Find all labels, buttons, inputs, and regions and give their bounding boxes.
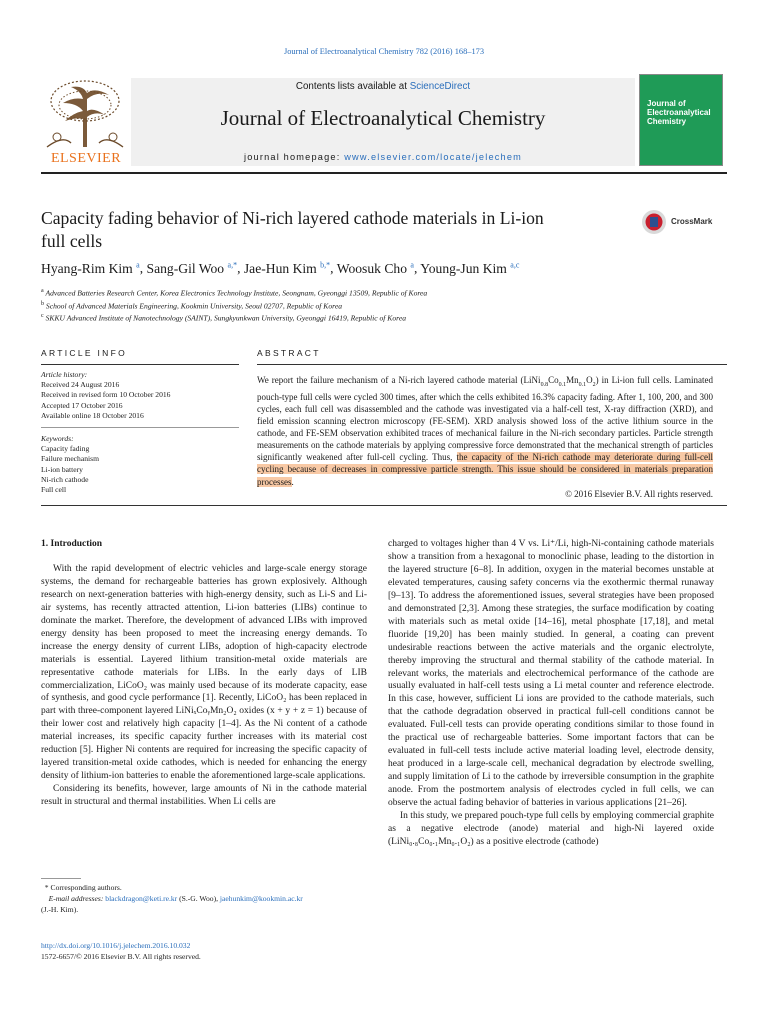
author-list: Hyang-Rim Kim $^a$, Sang-Gil Woo $^{a,*}$, Jae-Hun Kim $^{b,*}$, Woosuk Cho $^a$, Young-Jun Kim $^{a,c}$ xyxy=(41,260,520,276)
author[interactable]: Hyang-Rim Kim $^a$ xyxy=(41,260,140,276)
journal-cover[interactable] xyxy=(639,74,723,166)
crossmark-badge[interactable] xyxy=(641,209,731,235)
paragraph: With the rapid development of electric vehicles and large-scale energy storage systems, the demand for rechargeable batteries has grown explosively. Although research on next-generation batteries with high-energy density, such as Li-S and Li-air systems, has recently attracted attention, Li-ion batteries (LIBs) continue to dominate the market. Therefore, the development of advanced LIBs with improved energy density has been proposed to meet the increasing energy demands. To increase the energy density of current LIBs, adoption of high-capacity electrode materials is essential. Layered lithium transition-metal oxide materials are representative cathode materials for LIBs. In the early days of LIB commercialization, LiCoO₂ was mainly used because of its moderate capacity, ease of synthesis, and good cycle performance [1]. Recently, LiCoO₂ has been replaced in part with three-component layered LiNiₓCoᵧMn₂O₂ oxides (x + y + z = 1) because of their lower cost and relatively high capacity [1–4]. As the Ni content of a cathode material increases, its specific capacity further increases with its material cost reduction [5]. Higher Ni contents are required for increasing the specific capacity of layered transition-metal oxide cathodes, which is needed for enhancing the energy density of lithium-ion batteries to enable the aforementioned large-scale applications. xyxy=(41,563,367,782)
intro-heading: 1. Introduction xyxy=(41,539,103,549)
journal-homepage: journal homepage: www.elsevier.com/locate/jelechem xyxy=(243,152,523,162)
keyword: Failure mechanism xyxy=(41,454,99,464)
history-label: Article history: xyxy=(41,370,88,379)
history-item: Received 24 August 2016 xyxy=(41,380,120,390)
journal-header xyxy=(41,72,727,168)
tree-icon xyxy=(43,77,127,149)
keywords-label: Keywords: xyxy=(41,434,74,444)
affiliation: $^b$ School of Advanced Materials Engineering, Kookmin University, Seoul 02707, Republic of Korea xyxy=(41,300,343,311)
journal-title: Journal of Electroanalytical Chemistry xyxy=(220,106,546,130)
affiliation: $^c$ SKKU Advanced Institute of Nanotechnology (SAINT), Sungkyunkwan University, Gyeonggi 16419, Republic of Korea xyxy=(41,313,407,323)
info-rule xyxy=(41,364,239,365)
abstract-rule xyxy=(257,364,727,365)
homepage-link[interactable]: www.elsevier.com/locate/jelechem xyxy=(344,152,523,162)
paragraph: charged to voltages higher than 4 V vs. Li⁺/Li, high-Ni-containing cathode materials show a transition from a hexagonal to monoclinic phase, leading to the distortion in the layered structure [6–8]. In addition, oxygen in the material becomes unstable at elevated temperatures, causing safety concerns via the exothermic thermal runaway [9–13]. To address the aforementioned issues, several strategies have been proposed and demonstrated [2,3]. Among these strategies, the surface modification by coating with materials such as metal oxide [14–16], metal phosphate [17,18], and metal fluoride [19,20] has been mainly studied. In general, a coating can prevent undesirable reactions between the active materials and the organic electrolyte, thereby improving the structural and thermal stability of the cathode material. In relevant works, the materials and electrochemical performance of the cathode are usually evaluated in half-cell tests using a Li metal counter and reference electrode. In this case, however, sufficient Li ions are provided to the cathode materials, such that the cathode degradation observed in practical full-cell conditions cannot be evaluated. Full-cell tests can provide operating conditions similar to those found in the practical use of rechargeable batteries. Some important factors that can be evaluated in full-cell tests include active material loading level, electrode density, heat produced in a large-scale cell, mechanical degradation by electrode swelling, and supply limitation of Li to the cathode by irreversible consumption in the graphite anode. From the postmortem analysis of electrodes cycled in full cells, we can observe the actual fading behavior of batteries in various applications [21–26]. xyxy=(388,539,714,809)
author[interactable]: Young-Jun Kim $^{a,c}$ xyxy=(420,260,520,276)
cover-title: Journal of Electroanalytical Chemistry xyxy=(647,99,711,126)
affiliations xyxy=(41,286,721,324)
author[interactable]: Jae-Hun Kim $^{b,*}$ xyxy=(243,260,331,276)
crossmark-label: CrossMark xyxy=(671,217,713,226)
email-link[interactable]: blackdragon@keti.re.kr xyxy=(105,894,178,903)
publisher-name: ELSEVIER xyxy=(50,151,122,166)
abstract-bottom-rule xyxy=(41,505,727,506)
doi-link[interactable]: http://dx.doi.org/10.1016/j.jelechem.2016.10.032 xyxy=(41,941,191,950)
highlighted-text: the capacity of the Ni-rich cathode may deteriorate during full-cell cycling because of decreases in compressive particle strength. This issue should be considered in materials preparation processes xyxy=(257,452,713,487)
left-column xyxy=(41,538,367,809)
history-item: Received in revised form 10 October 2016 xyxy=(41,390,171,400)
right-column xyxy=(388,538,714,849)
history-item: Available online 18 October 2016 xyxy=(41,410,144,420)
paragraph: Considering its benefits, however, large amounts of Ni in the cathode material result in structural and thermal instabilities. When Li cells are xyxy=(41,784,367,808)
keyword: Li-ion battery xyxy=(41,464,83,474)
abstract-label: ABSTRACT xyxy=(257,348,321,358)
paragraph: In this study, we prepared pouch-type full cells by employing commercial graphite as a negative electrode (anode) material and high-Ni layered oxide (LiNi₀.₈Co₀.₁Mn₀.₁O₂) as a positive electrode (cathode) xyxy=(388,811,714,847)
author[interactable]: Woosuk Cho $^a$ xyxy=(336,260,414,276)
author[interactable]: Sang-Gil Woo $^{a,*}$ xyxy=(146,260,238,276)
info-divider xyxy=(41,427,239,428)
header-rule xyxy=(41,172,727,174)
sciencedirect-link[interactable]: ScienceDirect xyxy=(409,81,471,92)
contents-line: Contents lists available at ScienceDirect xyxy=(295,81,471,92)
abstract-body: We report the failure mechanism of a Ni-rich layered cathode material $(LiNi_{0.8}Co_{0.1}Mn_{0.1}O_2)$ in Li-ion full cells. Laminated pouch-type full cells were cycled 300 times, after which the cells exhibited 16.3% capacity fading. After 1, 100, 200, and 300 cycles, each full cell was disassembled and the cathode was investigated via a half-cell test, X-ray diffraction (XRD), and field emission scanning electron microscopy (FE-SEM). XRD analysis showed loss of the active lithium source in the cathode, and FE-SEM observation exhibited traces of mechanical failure in the Ni-rich secondary particles. Particle strength measurements on the cathode materials by applying compressive force demonstrated that the mechanical strength of particles significantly weakened after full-cell cycling. Thus, the capacity of the Ni-rich cathode may deteriorate during full-cell cycling because of decreases in compressive particle strength. This issue should be considered in materials preparation processes. © 2016 Elsevier B.V. All rights reserved. xyxy=(257,375,713,499)
keyword: Ni-rich cathode xyxy=(41,474,89,484)
abstract-copyright: © 2016 Elsevier B.V. All rights reserved. xyxy=(565,488,713,499)
journal-reference[interactable]: Journal of Electroanalytical Chemistry 782 (2016) 168–173 xyxy=(283,47,485,56)
footnote-rule xyxy=(41,878,81,879)
keyword: Capacity fading xyxy=(41,444,90,454)
crossmark-icon xyxy=(641,209,667,235)
history-item: Accepted 17 October 2016 xyxy=(41,400,123,410)
article-title: Capacity fading behavior of Ni-rich layered cathode materials in Li-ion full cells xyxy=(41,208,544,251)
affiliation: $^a$ Advanced Batteries Research Center, Korea Electronics Technology Institute, Seongnam, Gyeonggi 13509, Republic of Korea xyxy=(41,288,428,298)
footnote: * Corresponding authors. E-mail addresses: blackdragon@keti.re.kr (S.-G. Woo), jaehunkim@kookmin.ac.kr (J.-H. Kim). xyxy=(41,883,303,914)
article-info xyxy=(41,370,239,495)
article-info-label: ARTICLE INFO xyxy=(41,348,128,358)
email-link[interactable]: jaehunkim@kookmin.ac.kr xyxy=(219,894,303,903)
elsevier-logo[interactable] xyxy=(43,77,127,165)
doi-block: http://dx.doi.org/10.1016/j.jelechem.2016.10.032 1572-6657/© 2016 Elsevier B.V. All rights reserved. xyxy=(41,941,201,961)
keyword: Full cell xyxy=(41,485,67,495)
